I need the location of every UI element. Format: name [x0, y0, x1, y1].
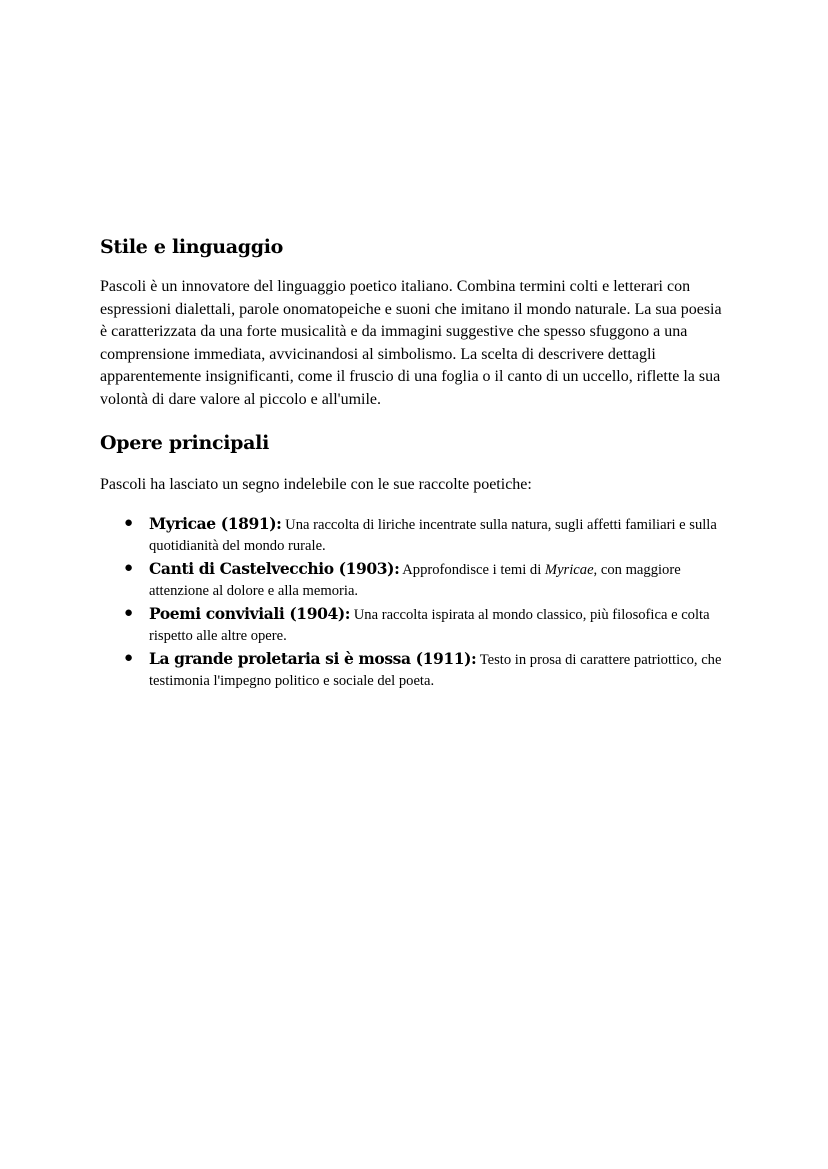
section-opere-principali: [100, 428, 728, 693]
section-heading: Stile e linguaggio: [100, 236, 284, 258]
document-page: [100, 232, 728, 693]
bullet-icon: ●: [124, 604, 134, 621]
bullet-icon: ●: [124, 559, 134, 576]
work-title: Poemi conviviali (1904):: [149, 603, 351, 623]
work-description: Una raccolta ispirata al mondo classico, più filosofica e colta rispetto alle altre opere.: [149, 606, 710, 644]
bullet-icon: ●: [124, 514, 134, 531]
work-emphasis: Myricae: [544, 561, 594, 578]
work-title: Canti di Castelvecchio (1903):: [149, 558, 400, 578]
works-list: [100, 513, 728, 693]
work-description-end: , con maggiore attenzione al dolore e alla memoria.: [149, 561, 681, 599]
section-stile-e-linguaggio: [100, 232, 728, 411]
work-title: La grande proletaria si è mossa (1911):: [149, 648, 477, 668]
bullet-icon: ●: [124, 649, 134, 666]
work-title: Myricae (1891):: [149, 513, 282, 533]
section-paragraph: Pascoli è un innovatore del linguaggio poetico italiano. Combina termini colti e letterari con espressioni dialettali, parole onomatopeiche e suoni che imitano il mondo naturale. La sua poesia è caratterizzata da una forte musicalità e da immagini suggestive che spesso sfuggono a una comprensione immediata, avvicinandosi al simbolismo. La scelta di descrivere dettagli apparentemente insignificanti, come il fruscio di una foglia o il canto di un uccello, riflette la sua volontà di dare valore al piccolo e all'umile.: [100, 278, 722, 408]
section-intro: Pascoli ha lasciato un segno indelebile con le sue raccolte poetiche:: [100, 476, 532, 493]
work-description: Approfondisce i temi di: [399, 561, 545, 578]
work-description: Testo in prosa di carattere patriottico, che testimonia l'impegno politico e sociale del poeta.: [149, 651, 722, 689]
list-item: [124, 558, 728, 603]
work-description: Una raccolta di liriche incentrate sulla natura, sugli affetti familiari e sulla quotidianità del mondo rurale.: [149, 516, 717, 554]
list-item: [124, 648, 728, 693]
list-item: [124, 513, 728, 558]
list-item: [124, 603, 728, 648]
section-heading: Opere principali: [100, 432, 269, 454]
